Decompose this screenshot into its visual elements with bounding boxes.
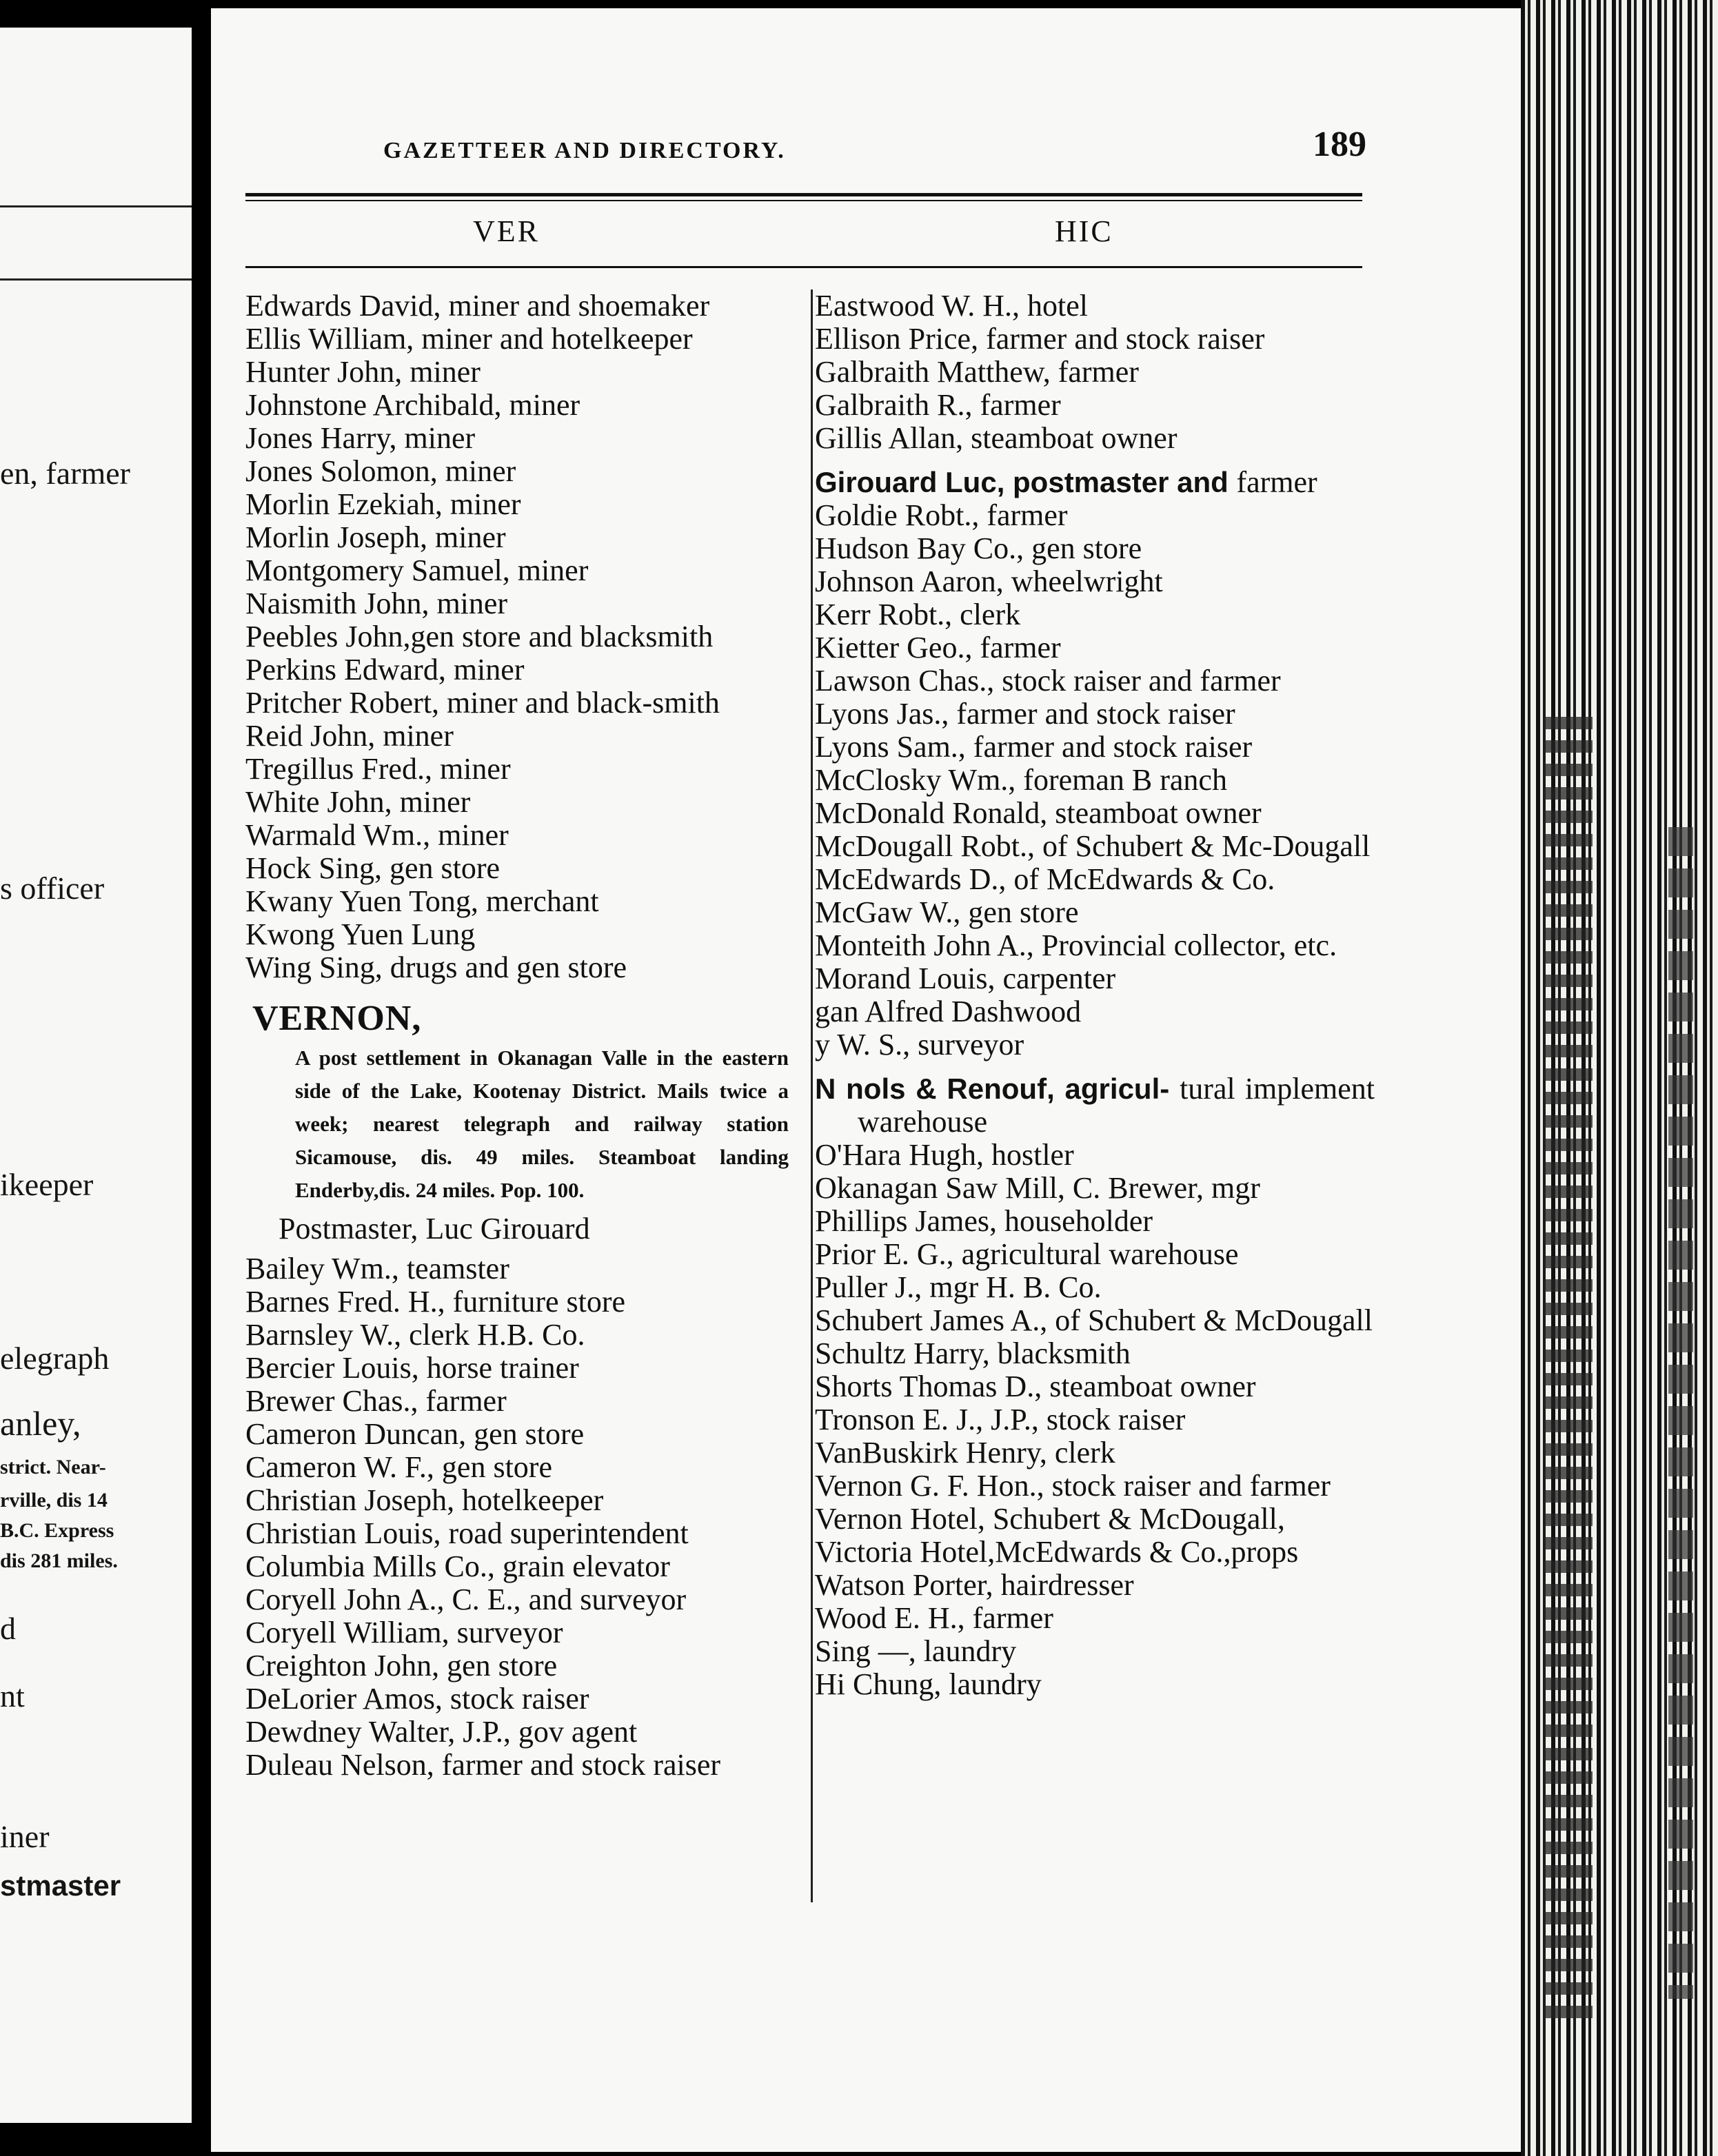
book-gutter — [192, 0, 211, 2156]
directory-entry: Lyons Jas., farmer and stock raiser — [815, 697, 1235, 731]
place-description: A post settlement in Okanagan Valle in the eastern side of the Lake, Kootenay District. Mails twice a week; nearest telegraph and railway station Sicamouse, dis. 49 miles. Steamboat landing Enderby,dis. 24 miles. Pop. 100. — [295, 1046, 789, 1202]
facing-page-fragment: rville, dis 14 — [0, 1489, 108, 1512]
facing-page-fragment: elegraph — [0, 1341, 110, 1376]
header-rule — [245, 193, 1362, 196]
directory-entry: Vernon Hotel, Schubert & McDougall, — [815, 1502, 1285, 1536]
directory-entry: Gillis Allan, steamboat owner — [815, 421, 1178, 455]
directory-entry: O'Hara Hugh, hostler — [815, 1138, 1074, 1172]
directory-entry: Hi Chung, laundry — [815, 1667, 1042, 1701]
directory-entry: Ellison Price, farmer and stock raiser — [815, 322, 1265, 356]
facing-page-fragment: strict. Near- — [0, 1456, 106, 1478]
directory-entry: Lyons Sam., farmer and stock raiser — [815, 730, 1253, 764]
directory-entry: Tregillus Fred., miner — [245, 752, 511, 786]
facing-page-fragment: anley, — [0, 1404, 81, 1443]
directory-entry: White John, miner — [245, 785, 471, 819]
page-edge-marks — [1544, 717, 1593, 2026]
directory-entry: Jones Harry, miner — [245, 421, 476, 455]
facing-page-fragment: en, farmer — [0, 456, 130, 491]
left-entry-list — [245, 1252, 797, 1782]
column-header-rule — [245, 266, 1362, 268]
place-heading: VERNON, — [252, 999, 422, 1038]
facing-page-rule — [0, 278, 192, 281]
directory-entry: Cameron W. F., gen store — [245, 1450, 552, 1484]
page-number: 189 — [1313, 125, 1366, 164]
directory-entry: Columbia Mills Co., grain elevator — [245, 1549, 670, 1583]
directory-entry: Kerr Robt., clerk — [815, 598, 1021, 631]
directory-entry: Galbraith Matthew, farmer — [815, 355, 1139, 389]
directory-entry: Phillips James, householder — [815, 1204, 1153, 1238]
directory-entry: McDonald Ronald, steamboat owner — [815, 796, 1262, 830]
directory-entry: Jones Solomon, miner — [245, 454, 516, 488]
directory-entry: Naismith John, miner — [245, 587, 508, 620]
running-head: GAZETTEER AND DIRECTORY. — [383, 138, 786, 163]
directory-entry: Goldie Robt., farmer — [815, 498, 1068, 532]
left-entry-list — [245, 289, 797, 984]
directory-entry: Brewer Chas., farmer — [245, 1384, 507, 1418]
directory-entry: Morlin Joseph, miner — [245, 520, 506, 554]
directory-entry: Warmald Wm., miner — [245, 818, 509, 852]
directory-entry: Barnsley W., clerk H.B. Co. — [245, 1318, 585, 1352]
directory-entry: Creighton John, gen store — [245, 1649, 558, 1682]
postmaster-line: Postmaster, Luc Girouard — [279, 1212, 590, 1245]
facing-page-fragment: stmaster — [0, 1869, 121, 1902]
directory-entry: Watson Porter, hairdresser — [815, 1568, 1134, 1602]
directory-entry: McDougall Robt., of Schubert & Mc-Dougall — [815, 829, 1371, 863]
directory-entry: Kietter Geo., farmer — [815, 631, 1061, 664]
directory-entry: Edwards David, miner and shoemaker — [245, 289, 710, 323]
facing-page-fragment: B.C. Express — [0, 1519, 114, 1542]
directory-entry: McGaw W., gen store — [815, 895, 1079, 929]
directory-entry: Schubert James A., of Schubert & McDougall — [815, 1303, 1373, 1337]
right-entry-list — [815, 1139, 1375, 1701]
featured-entry-detail: farmer — [1236, 465, 1317, 499]
page-edge-marks — [1668, 827, 1693, 1999]
directory-entry: Coryell William, surveyor — [245, 1616, 563, 1649]
directory-entry: Morlin Ezekiah, miner — [245, 487, 521, 521]
directory-entry: Wood E. H., farmer — [815, 1601, 1053, 1635]
directory-entry: Bercier Louis, horse trainer — [245, 1351, 579, 1385]
directory-entry: Montgomery Samuel, miner — [245, 553, 589, 587]
directory-entry: Victoria Hotel,McEdwards & Co.,props — [815, 1535, 1299, 1569]
directory-entry: y W. S., surveyor — [815, 1028, 1024, 1061]
directory-entry: McClosky Wm., foreman B ranch — [815, 763, 1227, 797]
directory-entry: DeLorier Amos, stock raiser — [245, 1682, 589, 1716]
directory-entry: Bailey Wm., teamster — [245, 1252, 509, 1285]
directory-entry: Barnes Fred. H., furniture store — [245, 1285, 626, 1319]
directory-entry: Kwong Yuen Lung — [245, 917, 476, 951]
directory-entry: Shorts Thomas D., steamboat owner — [815, 1370, 1256, 1403]
directory-entry: Lawson Chas., stock raiser and farmer — [815, 664, 1281, 698]
directory-entry: Vernon G. F. Hon., stock raiser and farmer — [815, 1469, 1331, 1503]
header-rule — [245, 200, 1362, 201]
facing-page-fragment: ikeeper — [0, 1167, 94, 1202]
directory-entry: Coryell John A., C. E., and surveyor — [245, 1583, 687, 1616]
directory-entry: Schultz Harry, blacksmith — [815, 1336, 1131, 1370]
directory-entry: Okanagan Saw Mill, C. Brewer, mgr — [815, 1171, 1260, 1205]
featured-entry-name: Girouard Luc, postmaster and — [815, 466, 1229, 498]
right-entry-list — [815, 289, 1375, 455]
directory-entry: Dewdney Walter, J.P., gov agent — [245, 1715, 638, 1749]
facing-page — [0, 28, 192, 2123]
facing-page-rule — [0, 205, 192, 207]
directory-entry: Sing —, laundry — [815, 1634, 1017, 1668]
directory-entry: Cameron Duncan, gen store — [245, 1417, 585, 1451]
directory-entry: Eastwood W. H., hotel — [815, 289, 1088, 323]
directory-entry: McEdwards D., of McEdwards & Co. — [815, 862, 1275, 896]
directory-entry: Tronson E. J., J.P., stock raiser — [815, 1403, 1186, 1436]
directory-entry: Reid John, miner — [245, 719, 454, 753]
featured-entry-name: N nols & Renouf, agricul- — [815, 1072, 1170, 1105]
right-column-header: HIC — [1055, 214, 1113, 248]
left-column-header: VER — [473, 214, 540, 248]
right-column — [815, 289, 1375, 1701]
directory-entry: Peebles John,gen store and blacksmith — [245, 620, 714, 653]
directory-entry: Christian Louis, road superintendent — [245, 1516, 689, 1550]
featured-entry — [815, 466, 1375, 499]
directory-entry: Pritcher Robert, miner and black-smith — [245, 686, 720, 720]
directory-entry: Ellis William, miner and hotelkeeper — [245, 322, 693, 356]
directory-entry: Puller J., mgr H. B. Co. — [815, 1270, 1102, 1304]
directory-entry: Prior E. G., agricultural warehouse — [815, 1237, 1239, 1271]
facing-page-fragment: nt — [0, 1678, 25, 1713]
directory-entry: Kwany Yuen Tong, merchant — [245, 884, 599, 918]
directory-entry: Perkins Edward, miner — [245, 653, 525, 687]
directory-entry: Duleau Nelson, farmer and stock raiser — [245, 1748, 721, 1782]
directory-entry: Johnstone Archibald, miner — [245, 388, 580, 422]
directory-entry: Morand Louis, carpenter — [815, 962, 1116, 995]
column-divider — [811, 289, 813, 1902]
directory-entry: Hunter John, miner — [245, 355, 481, 389]
featured-entry-detail: tural implement warehouse — [858, 1072, 1375, 1139]
facing-page-fragment: iner — [0, 1819, 50, 1854]
facing-page-fragment: dis 281 miles. — [0, 1549, 118, 1572]
directory-entry: Hock Sing, gen store — [245, 851, 501, 885]
left-column — [245, 289, 797, 1782]
right-entry-list — [815, 499, 1375, 1061]
directory-entry: Monteith John A., Provincial collector, etc. — [815, 928, 1337, 962]
directory-entry: Johnson Aaron, wheelwright — [815, 565, 1163, 598]
facing-page-fragment: s officer — [0, 871, 105, 906]
directory-entry: Galbraith R., farmer — [815, 388, 1061, 422]
directory-entry: VanBuskirk Henry, clerk — [815, 1436, 1115, 1469]
directory-entry: gan Alfred Dashwood — [815, 995, 1082, 1028]
directory-entry: Hudson Bay Co., gen store — [815, 531, 1142, 565]
directory-entry: Christian Joseph, hotelkeeper — [245, 1483, 604, 1517]
featured-entry — [815, 1072, 1375, 1139]
directory-entry: Wing Sing, drugs and gen store — [245, 950, 627, 984]
facing-page-fragment: d — [0, 1611, 16, 1646]
